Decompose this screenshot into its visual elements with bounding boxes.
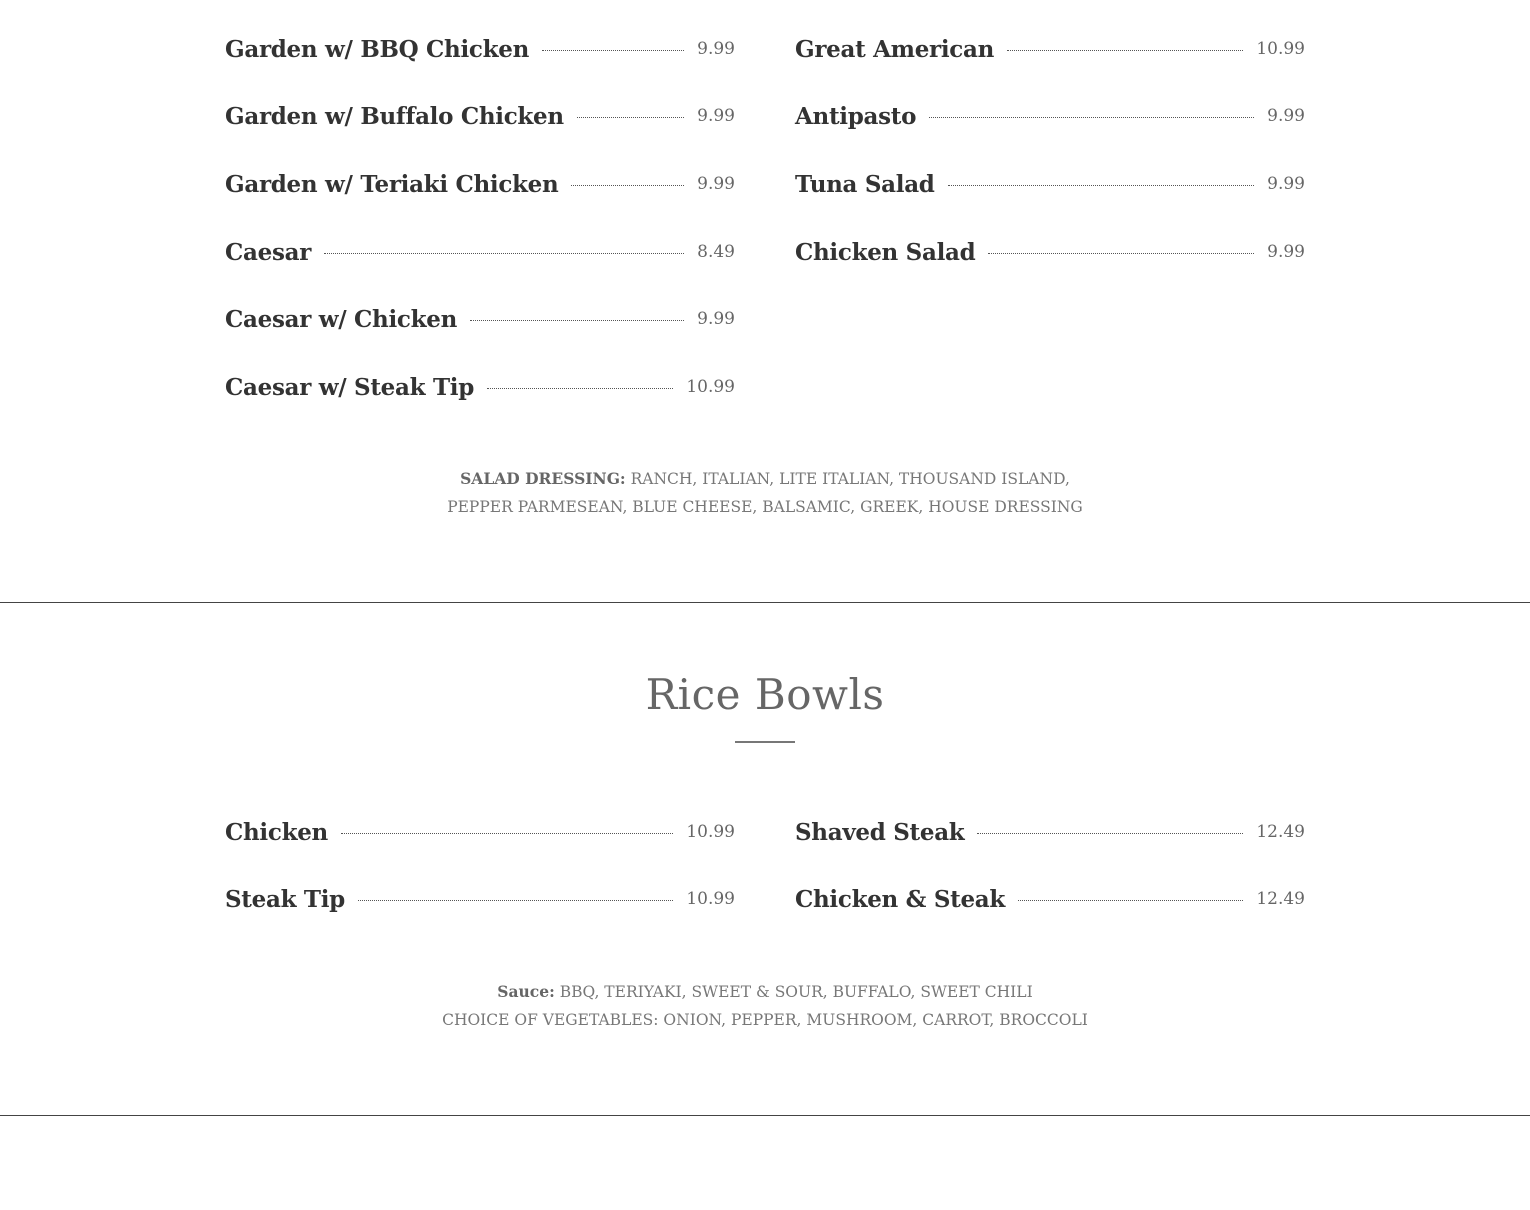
menu-item-name: Shaved Steak [795, 818, 965, 846]
dotted-leader [324, 253, 684, 254]
dotted-leader [358, 900, 673, 901]
dotted-leader [1018, 900, 1243, 901]
section-divider [0, 1115, 1530, 1116]
section-title-rice-bowls: Rice Bowls [645, 670, 885, 719]
menu-item [225, 232, 735, 272]
menu-item-name: Caesar w/ Steak Tip [225, 373, 474, 401]
section-title-underline [735, 741, 795, 743]
menu-item-price: 10.99 [1256, 39, 1305, 59]
menu-item [225, 367, 735, 407]
menu-item-price: 12.49 [1256, 889, 1305, 909]
menu-item-name: Caesar w/ Chicken [225, 305, 457, 333]
dotted-leader [470, 320, 684, 321]
section-divider [0, 602, 1530, 603]
menu-item [225, 812, 735, 852]
menu-item-price: 12.49 [1256, 822, 1305, 842]
menu-item-name: Chicken [225, 818, 328, 846]
dotted-leader [571, 185, 684, 186]
menu-item-price: 10.99 [686, 822, 735, 842]
sauce-options: BBQ, TERIYAKI, SWEET & SOUR, BUFFALO, SWEET CHILI [554, 983, 1033, 1001]
dotted-leader [542, 50, 684, 51]
menu-item-name: Antipasto [795, 102, 917, 130]
salad-dressing-line-1 [0, 465, 1530, 493]
salad-dressing-note [0, 465, 1530, 521]
sauce-label: Sauce: [497, 982, 555, 1001]
salad-dressing-line-2: PEPPER PARMESEAN, BLUE CHEESE, BALSAMIC, GREEK, HOUSE DRESSING [447, 498, 1083, 516]
menu-item [225, 299, 735, 339]
menu-item-price: 9.99 [697, 174, 735, 194]
menu-item-name: Great American [795, 35, 995, 63]
menu-item [795, 96, 1305, 136]
menu-item-price: 9.99 [1267, 174, 1305, 194]
dotted-leader [948, 185, 1255, 186]
menu-item-name: Garden w/ BBQ Chicken [225, 35, 529, 63]
menu-item-name: Tuna Salad [795, 170, 935, 198]
salad-dressing-label: SALAD DRESSING: [460, 469, 626, 488]
menu-item-price: 9.99 [697, 39, 735, 59]
menu-item [225, 879, 735, 919]
dotted-leader [487, 388, 673, 389]
menu-item [795, 879, 1305, 919]
sauce-line [0, 978, 1530, 1006]
dotted-leader [577, 117, 684, 118]
menu-item [795, 29, 1305, 69]
menu-item-name: Steak Tip [225, 885, 345, 913]
menu-item [795, 164, 1305, 204]
menu-item-name: Chicken Salad [795, 238, 976, 266]
menu-item-name: Caesar [225, 238, 312, 266]
dotted-leader [929, 117, 1254, 118]
menu-item-name: Chicken & Steak [795, 885, 1006, 913]
menu-item-price: 9.99 [697, 309, 735, 329]
menu-item [225, 29, 735, 69]
menu-item [225, 164, 735, 204]
dotted-leader [341, 833, 673, 834]
menu-item-price: 9.99 [1267, 242, 1305, 262]
menu-item [795, 232, 1305, 272]
salad-dressing-options-1: RANCH, ITALIAN, LITE ITALIAN, THOUSAND ISLAND, [625, 470, 1070, 488]
menu-item-name: Garden w/ Teriaki Chicken [225, 170, 559, 198]
rice-bowl-note [0, 978, 1530, 1034]
menu-item-price: 8.49 [697, 242, 735, 262]
dotted-leader [1007, 50, 1243, 51]
menu-item-price: 9.99 [1267, 106, 1305, 126]
menu-item-name: Garden w/ Buffalo Chicken [225, 102, 564, 130]
menu-item-price: 9.99 [697, 106, 735, 126]
menu-item-price: 10.99 [686, 377, 735, 397]
menu-item-price: 10.99 [686, 889, 735, 909]
dotted-leader [977, 833, 1243, 834]
menu-item [795, 812, 1305, 852]
dotted-leader [988, 253, 1254, 254]
menu-item [225, 96, 735, 136]
vegetables-line: CHOICE OF VEGETABLES: ONION, PEPPER, MUSHROOM, CARROT, BROCCOLI [442, 1011, 1088, 1029]
